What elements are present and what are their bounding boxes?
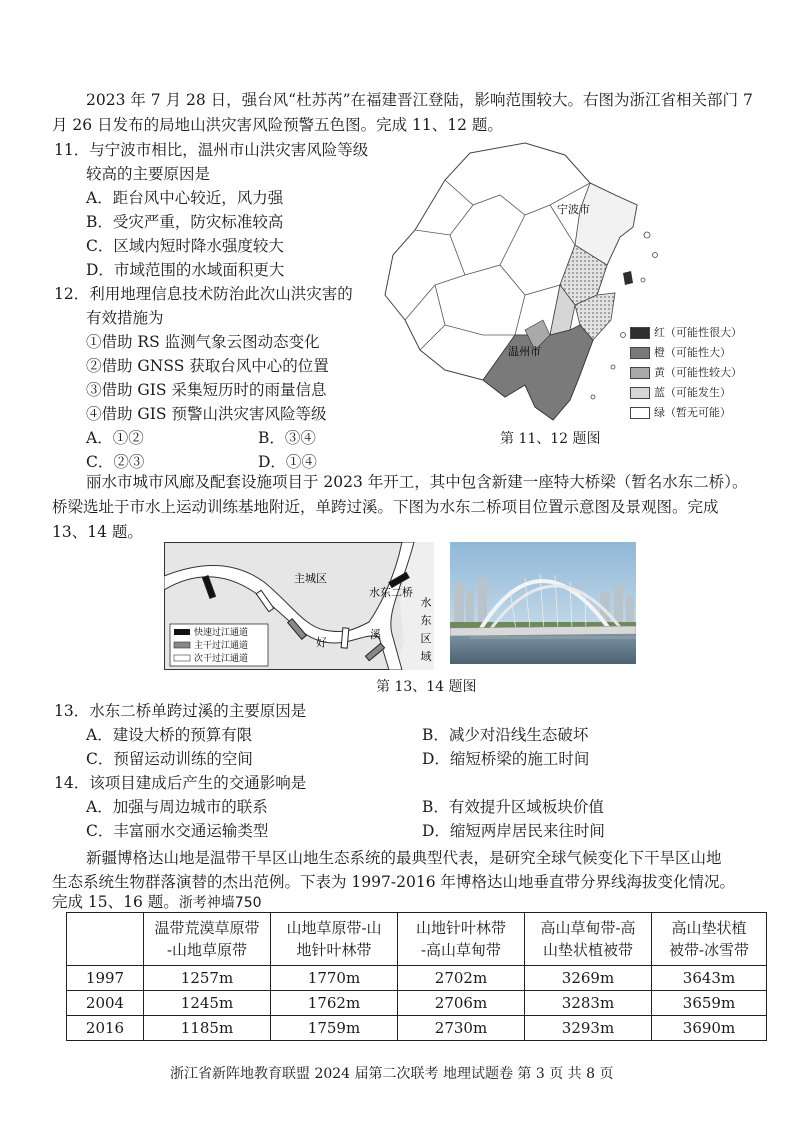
swatch-green [630, 407, 650, 419]
table-cell-year: 2004 [67, 991, 144, 1016]
q11-option-b: B．受灾严重，防灾标准较高 [86, 213, 284, 231]
q12-stem-cont: 有效措施为 [86, 309, 164, 327]
swatch-red [630, 327, 650, 339]
q14-option-b: B．有效提升区域板块价值 [422, 798, 604, 816]
table-row [67, 1016, 767, 1041]
swatch-yellow [630, 367, 650, 379]
intro3-line3-text: 完成 15、16 题。 [52, 893, 179, 911]
q14-option-c: C．丰富丽水交通运输类型 [86, 822, 269, 840]
table-cell: 1770m [271, 966, 398, 991]
table-cell: 3690m [652, 1016, 767, 1041]
table-cell: 1762m [271, 991, 398, 1016]
bridge-location-map [164, 542, 434, 670]
map2-legend-fast: 快速过江通道 [194, 628, 249, 638]
q12-stem: 12．利用地理信息技术防治此次山洪灾害的 [54, 285, 353, 303]
q12-item-1: ①借助 RS 监测气象云图动态变化 [86, 333, 320, 351]
q13-option-c: C．预留运动训练的空间 [86, 750, 253, 768]
q13-option-b: B．减少对沿线生态破坏 [422, 726, 589, 744]
swatch-blue [630, 387, 650, 399]
q14-stem: 14．该项目建成后产生的交通影响是 [54, 774, 307, 792]
q11-option-a: A．距台风中心较近，风力强 [86, 189, 284, 207]
q12-option-a: A．①② [86, 429, 144, 447]
table-header-col1: 温带荒漠草原带 -山地草原带 [144, 913, 271, 966]
map2-caption: 第 13、14 题图 [376, 679, 477, 695]
q13-option-d: D．缩短桥梁的施工时间 [422, 750, 590, 768]
map1-label-ningbo: 宁波市 [557, 203, 590, 216]
table-cell: 3283m [525, 991, 652, 1016]
map2-legend-main: 主干过江通道 [194, 641, 249, 651]
legend-green: 绿（暂无可能） [630, 406, 731, 420]
table-cell: 1185m [144, 1016, 271, 1041]
table-cell: 2730m [398, 1016, 525, 1041]
q12-item-2: ②借助 GNSS 获取台风中心的位置 [86, 357, 329, 375]
table-cell-year: 2016 [67, 1016, 144, 1041]
table-cell-year: 1997 [67, 966, 144, 991]
map2-label-east-4: 域 [420, 650, 432, 663]
table-header-col5: 高山垫状植 被带-冰雪带 [652, 913, 767, 966]
table-cell: 1245m [144, 991, 271, 1016]
table-cell: 3293m [525, 1016, 652, 1041]
map2-label-river-1: 溪 [370, 628, 381, 641]
zhejiang-risk-map [375, 135, 760, 425]
map1-caption: 第 11、12 题图 [500, 431, 601, 447]
table-cell: 3269m [525, 966, 652, 991]
q12-option-c: C．②③ [86, 453, 145, 471]
table-header-col4: 高山草甸带-高 山垫状植被带 [525, 913, 652, 966]
q12-option-d: D．①④ [258, 453, 317, 471]
intro3-line1: 新疆博格达山地是温带干旱区山地生态系统的最典型代表，是研究全球气候变化下干旱区山地 [86, 849, 722, 867]
table-header-row [67, 913, 767, 966]
intro2-line3: 13、14 题。 [52, 523, 143, 541]
intro2-line1: 丽水市城市风廊及配套设施项目于 2023 年开工，其中包含新建一座特大桥梁（暂名水东二桥）。 [86, 473, 748, 491]
map2-legend-secondary: 次干过江通道 [194, 654, 249, 664]
legend-orange: 橙（可能性大） [630, 346, 731, 360]
table-header-col2: 山地草原带-山 地针叶林带 [271, 913, 398, 966]
intro3-line2: 生态系统生物群落演替的杰出范例。下表为 1997-2016 年博格达山地垂直带分界线海拔变化情况。 [52, 873, 735, 891]
q11-option-d: D．市域范围的水域面积更大 [86, 261, 285, 279]
table-header-year [67, 913, 144, 966]
legend-blue: 蓝（可能发生） [630, 386, 731, 400]
q12-option-b: B．③④ [258, 429, 316, 447]
page-footer: 浙江省新阵地教育联盟 2024 届第二次联考 地理试题卷 第 3 页 共 8 页 [170, 1066, 614, 1082]
q11-stem: 11．与宁波市相比，温州市山洪灾害风险等级 [54, 141, 369, 159]
table-header-col3: 山地针叶林带 -高山草甸带 [398, 913, 525, 966]
table-cell: 2706m [398, 991, 525, 1016]
q13-stem: 13．水东二桥单跨过溪的主要原因是 [54, 702, 307, 720]
map2-label-east-2: 东 [420, 614, 432, 627]
altitude-table [66, 912, 767, 1041]
table-row [67, 966, 767, 991]
bridge-landscape-photo [450, 542, 636, 664]
map1-label-wenzhou: 温州市 [508, 345, 541, 358]
table-cell: 3643m [652, 966, 767, 991]
legend-yellow: 黄（可能性较大） [630, 366, 742, 380]
table-cell: 1257m [144, 966, 271, 991]
q14-option-d: D．缩短两岸居民来往时间 [422, 822, 605, 840]
table-cell: 3659m [652, 991, 767, 1016]
map2-label-east-1: 水 [420, 596, 432, 609]
q12-item-3: ③借助 GIS 采集短历时的雨量信息 [86, 381, 327, 399]
map2-label-bridge: 水东二桥 [369, 586, 413, 599]
map2-label-river-2: 好 [316, 636, 327, 649]
map2-label-city: 主城区 [294, 572, 327, 585]
table-row [67, 991, 767, 1016]
legend-red: 红（可能性很大） [630, 326, 742, 340]
q11-option-c: C．区域内短时降水强度较大 [86, 237, 284, 255]
table-cell: 1759m [271, 1016, 398, 1041]
table-cell: 2702m [398, 966, 525, 991]
swatch-orange [630, 347, 650, 359]
intro1-line2: 月 26 日发布的局地山洪灾害风险预警五色图。完成 11、12 题。 [52, 116, 503, 134]
q12-item-4: ④借助 GIS 预警山洪灾害风险等级 [86, 405, 327, 423]
q13-option-a: A．建设大桥的预算有限 [86, 726, 253, 744]
q11-stem-cont: 较高的主要原因是 [86, 165, 211, 183]
watermark-text: 浙考神墙750 [178, 895, 262, 911]
map2-label-east-3: 区 [420, 632, 432, 645]
intro1-line1: 2023 年 7 月 28 日，强台风“杜苏芮”在福建晋江登陆，影响范围较大。右图为浙江省相关部门 7 [86, 91, 753, 109]
q14-option-a: A．加强与周边城市的联系 [86, 798, 268, 816]
intro2-line2: 桥梁选址于市水上运动训练基地附近，单跨过溪。下图为水东二桥项目位置示意图及景观图。完成 [52, 498, 719, 516]
